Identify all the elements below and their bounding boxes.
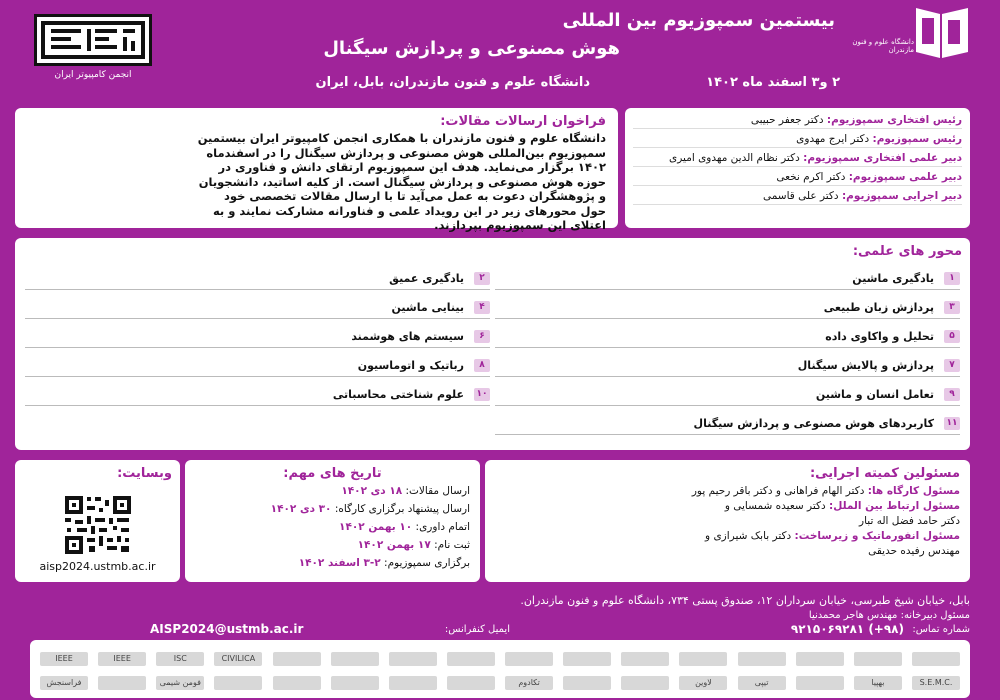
date-label: ارسال مقالات: — [405, 485, 470, 497]
committee-role: مسئول انفورماتیک و زیرساخت: — [794, 530, 960, 542]
topics-title: محور های علمی: — [852, 244, 962, 259]
header — [0, 0, 1000, 100]
call-card — [15, 108, 618, 232]
sponsor-logo: CIVILICA — [214, 652, 262, 666]
chair-name: دکتر اکرم نخعی — [776, 171, 846, 183]
sponsor-logo: تیپی — [738, 676, 786, 690]
website-title: وبسایت: — [117, 466, 172, 481]
call-line: و پژوهشگران دعوت به عمل می‌آید تا با ارسال مقالات تخصصی خود — [224, 189, 606, 203]
title-line2: هوش مصنوعی و پردازش سیگنال — [323, 38, 620, 59]
sponsor-logo — [505, 652, 553, 666]
committee-text: دکتر بابک شیرازی و — [705, 530, 792, 542]
sponsor-logo: فومن شیمی — [156, 676, 204, 690]
chair-name: دکتر ایرج مهدوی — [796, 133, 870, 145]
topic-label: یادگیری ماشین — [852, 272, 934, 285]
sponsor-logo: لاوین — [679, 676, 727, 690]
chair-name: دکتر جعفر حبیبی — [750, 114, 824, 126]
chairs-card — [625, 108, 970, 228]
chair-name: دکتر علی قاسمی — [762, 190, 839, 202]
call-body — [27, 131, 606, 233]
chair-role: رئیس افتخاری سمپوزیوم: — [826, 114, 962, 126]
topic-number: ۶ — [474, 330, 490, 343]
date-value: ۱۰ بهمن ۱۴۰۲ — [339, 521, 413, 533]
topic-number: ۱۰ — [474, 388, 490, 401]
call-line: حوزه هوش مصنوعی و پردازش سیگنال است. از کلیه اساتید، دانشجویان — [198, 174, 606, 189]
date-value: ۱۷ بهمن ۱۴۰۲ — [357, 539, 431, 551]
sponsor-logo: IEEE — [98, 652, 146, 666]
computer-society-logo — [34, 14, 152, 66]
topic-item — [495, 384, 960, 406]
chair-role: دبیر علمی افتخاری سمپوزیوم: — [803, 152, 962, 164]
topic-number: ۳ — [944, 301, 960, 314]
topic-label: تحلیل و واکاوی داده — [825, 330, 934, 343]
committee-title: مسئولین کمیته اجرایی: — [809, 466, 960, 481]
chair-row — [633, 114, 962, 129]
committee-row — [495, 500, 960, 512]
call-line: سمپوزیوم بین‌المللی هوش مصنوعی و پردازش سیگنال را در اسفندماه — [206, 145, 606, 160]
committee-role: مسئول کارگاه ها: — [867, 485, 960, 497]
topic-number: ۱ — [944, 272, 960, 285]
topic-item — [495, 413, 960, 435]
sponsor-logo — [447, 676, 495, 690]
date-row — [195, 485, 470, 497]
book-logo-icon — [912, 8, 972, 66]
website-card — [15, 460, 180, 582]
sponsor-logo — [273, 652, 321, 666]
topic-label: پردازش و پالایش سیگنال — [797, 359, 934, 372]
sponsor-logo — [563, 652, 611, 666]
sponsor-logo: تکادوم — [505, 676, 553, 690]
sponsor-logo: S.E.M.C. — [912, 676, 960, 690]
topic-item — [495, 268, 960, 290]
date-row — [195, 557, 470, 569]
footer-secretariat: مسئول دبیرخانه: مهندس هاجر محمدنیا — [808, 610, 970, 621]
topic-number: ۸ — [474, 359, 490, 372]
topic-label: تعامل انسان و ماشین — [815, 388, 934, 401]
date-value: ۳۰ دی ۱۴۰۲ — [270, 503, 332, 515]
topic-item — [25, 355, 490, 377]
date-row — [195, 539, 470, 551]
date-value: ۲-۳ اسفند ۱۴۰۲ — [298, 557, 381, 569]
dates-card — [185, 460, 480, 582]
topic-label: علوم شناختی محاسباتی — [332, 388, 464, 401]
topic-number: ۴ — [474, 301, 490, 314]
sponsors-strip — [30, 640, 970, 698]
call-line: حول محورهای زیر در این رویداد علمی و فناورانه مشارکت نمایند و به — [212, 203, 606, 218]
chair-row — [633, 133, 962, 148]
university-logo-text: دانشگاه علوم و فنون مازندران — [852, 38, 914, 54]
footer-phone-label: شماره تماس: — [912, 624, 970, 635]
title-line1: بیستمین سمپوزیوم بین المللی — [562, 10, 835, 31]
dates-title: تاریخ های مهم: — [283, 466, 382, 481]
committee-card — [485, 460, 970, 582]
sponsor-logo — [389, 652, 437, 666]
topic-number: ۱۱ — [944, 417, 960, 430]
sponsor-logo — [273, 676, 321, 690]
sponsor-logo — [621, 676, 669, 690]
sponsor-logo — [912, 652, 960, 666]
committee-text: دکتر سعیده شمسایی و — [724, 500, 826, 512]
topic-item — [25, 268, 490, 290]
topic-number: ۲ — [474, 272, 490, 285]
sponsor-logo: فراسنجش — [40, 676, 88, 690]
sponsor-logo — [854, 652, 902, 666]
topic-label: بینایی ماشین — [391, 301, 464, 314]
sponsor-logo — [796, 676, 844, 690]
committee-row — [495, 530, 960, 542]
sponsor-logo: IEEE — [40, 652, 88, 666]
sponsor-logo — [331, 676, 379, 690]
topics-card — [15, 238, 970, 450]
committee-list — [495, 485, 960, 557]
sponsor-logo — [679, 652, 727, 666]
footer-phone: (۹۸+) ۹۲۱۵۰۶۹۲۸۱ — [790, 622, 904, 636]
chairs-list — [633, 114, 962, 205]
topic-item — [495, 355, 960, 377]
topic-label: پردازش زبان طبیعی — [823, 301, 934, 314]
date-label: ارسال پیشنهاد برگزاری کارگاه: — [334, 503, 470, 515]
event-date: ۲ و۳ اسفند ماه ۱۴۰۲ — [706, 75, 840, 90]
topic-item — [25, 297, 490, 319]
call-title: فراخوان ارسالات مقالات: — [440, 114, 606, 129]
date-row — [195, 503, 470, 515]
sponsor-logo — [563, 676, 611, 690]
call-line: ۱۴۰۲ برگزار می‌نماید. هدف این سمپوزیوم ارتقای دانش و فناوری در — [218, 160, 606, 174]
topic-label: رباتیک و اتوماسیون — [357, 359, 464, 372]
date-value: ۱۸ دی ۱۴۰۲ — [341, 485, 403, 497]
date-label: برگزاری سمپوزیوم: — [384, 557, 470, 569]
date-label: اتمام داوری: — [415, 521, 470, 533]
date-label: ثبت نام: — [434, 539, 470, 551]
website-url[interactable]: aisp2024.ustmb.ac.ir — [39, 560, 156, 573]
call-line: اعتلای این سمپوزیوم بپردازند. — [434, 218, 606, 232]
sponsor-logo — [621, 652, 669, 666]
footer-address: بابل، خیابان شیخ طبرسی، خیابان سرداران ۱۲، صندوق پستی ۷۳۴، دانشگاه علوم و فنون مازندران. — [520, 594, 970, 607]
university-logo — [852, 8, 972, 70]
topic-number: ۷ — [944, 359, 960, 372]
footer-email-label: ایمیل کنفرانس: — [444, 624, 510, 635]
topic-label: سیستم های هوشمند — [351, 330, 464, 343]
topic-item — [495, 297, 960, 319]
committee-row — [495, 485, 960, 497]
sponsor-logo — [738, 652, 786, 666]
topic-label: کاربردهای هوش مصنوعی و پردازش سیگنال — [693, 417, 934, 430]
sponsor-logo — [214, 676, 262, 690]
sponsor-logo: ISC — [156, 652, 204, 666]
topic-item — [495, 326, 960, 348]
chair-row — [633, 190, 962, 205]
maze-icon — [37, 17, 149, 63]
qr-code[interactable] — [63, 494, 133, 556]
sponsor-logo — [796, 652, 844, 666]
date-row — [195, 521, 470, 533]
event-venue: دانشگاه علوم و فنون مازندران، بابل، ایران — [315, 75, 590, 90]
topic-number: ۹ — [944, 388, 960, 401]
sponsor-logo — [331, 652, 379, 666]
topic-item — [25, 384, 490, 406]
chair-role: رئیس سمپوزیوم: — [872, 133, 962, 145]
call-line: دانشگاه علوم و فنون مازندران با همکاری انجمن کامپیوتر ایران بیستمین — [197, 131, 606, 145]
chair-role: دبیر علمی سمپوزیوم: — [848, 171, 962, 183]
chair-row — [633, 171, 962, 186]
committee-cont: مهندس رفیده حدیقی — [868, 545, 960, 557]
society-label: انجمن کامپیوتر ایران — [54, 70, 132, 80]
chair-row — [633, 152, 962, 167]
sponsor-logo: بهپیا — [854, 676, 902, 690]
sponsor-logo — [447, 652, 495, 666]
topic-item — [25, 326, 490, 348]
committee-cont: دکتر حامد فضل اله تبار — [859, 515, 960, 527]
chair-role: دبیر اجرایی سمپوزیوم: — [841, 190, 962, 202]
sponsor-logo — [389, 676, 437, 690]
committee-role: مسئول ارتباط بین الملل: — [829, 500, 960, 512]
sponsor-logo — [98, 676, 146, 690]
dates-list — [195, 485, 470, 569]
committee-text: دکتر الهام فراهانی و دکتر باقر رحیم پور — [691, 485, 865, 497]
chair-name: دکتر نظام الدین مهدوی امیری — [669, 152, 800, 164]
qr-code-icon — [63, 494, 133, 556]
topic-number: ۵ — [944, 330, 960, 343]
footer-email[interactable]: AISP2024@ustmb.ac.ir — [150, 622, 304, 636]
topic-label: یادگیری عمیق — [389, 272, 464, 285]
